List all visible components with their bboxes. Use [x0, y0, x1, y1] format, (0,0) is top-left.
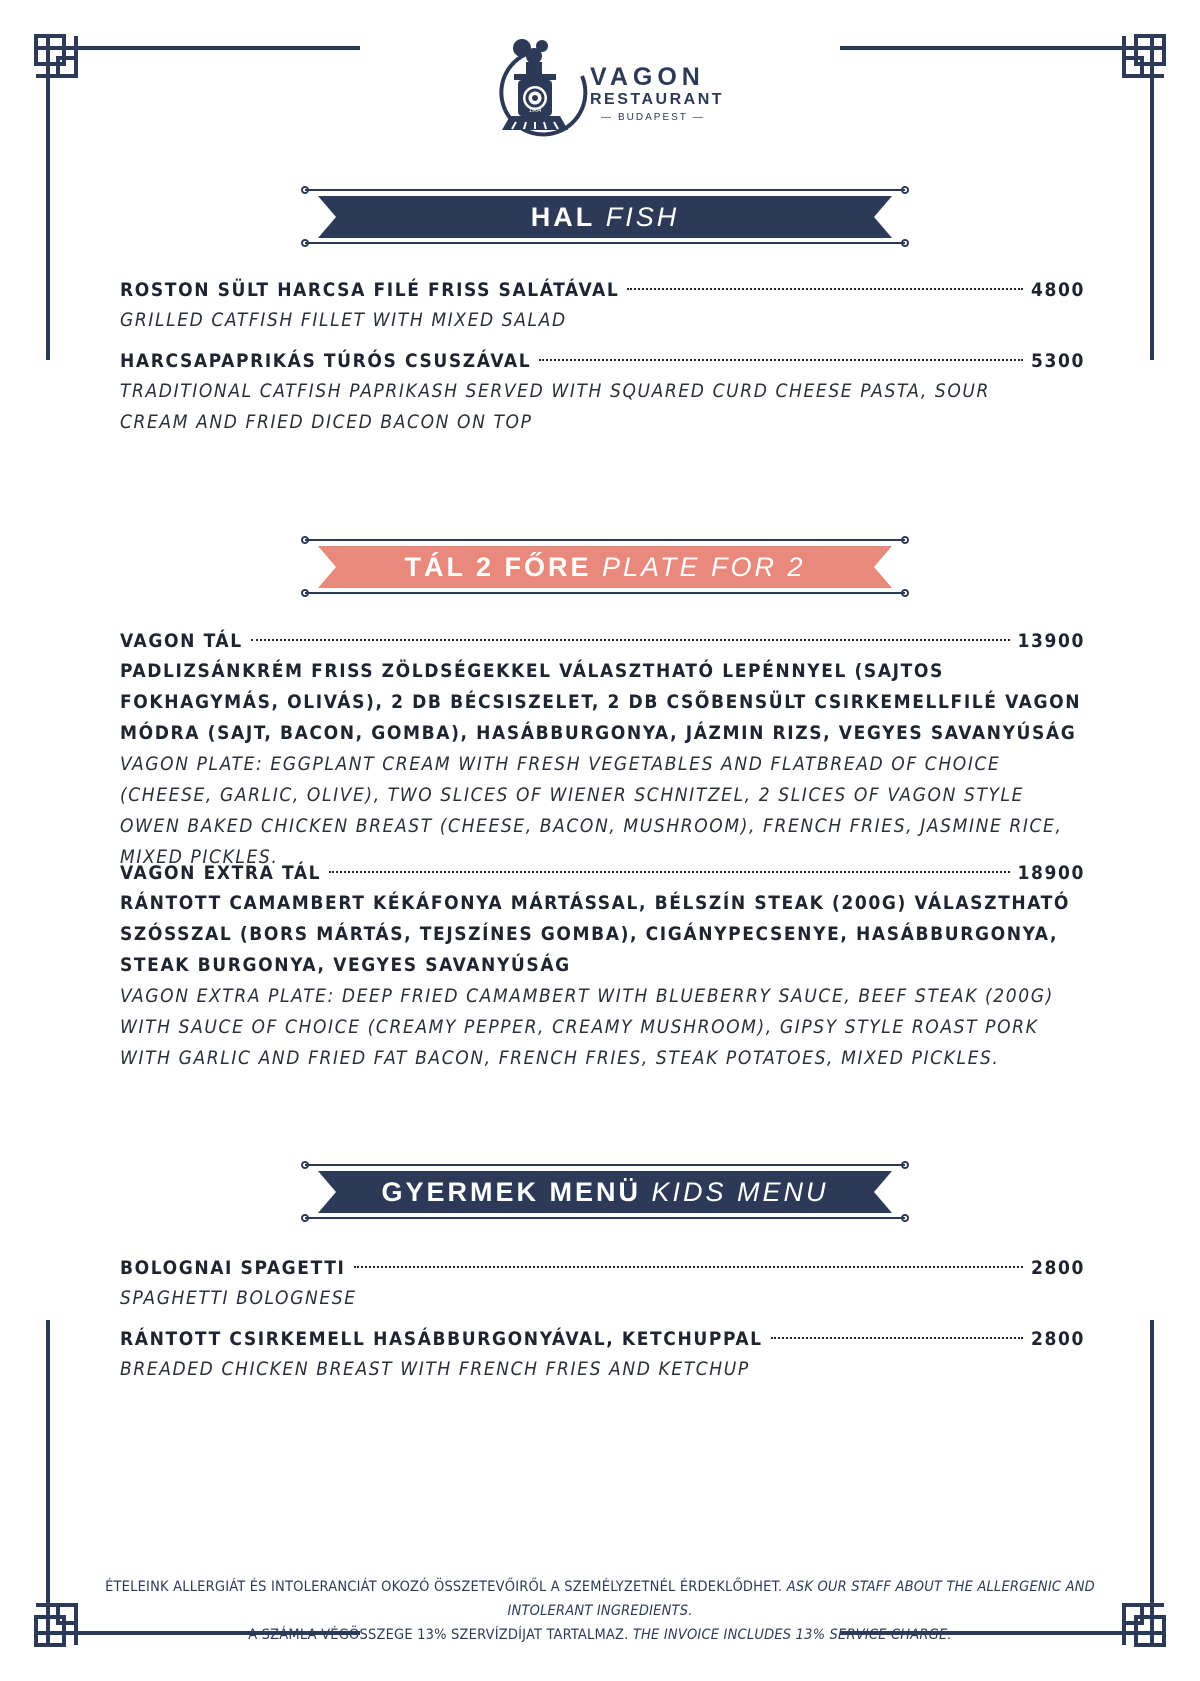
item-description-hu: PADLIZSÁNKRÉM FRISS ZÖLDSÉGEKKEL VÁLASZTHATÓ LEPÉNNYEL (SAJTOS FOKHAGYMÁS, OLIVÁS), 2 DB BÉCSISZELET, 2 DB CSŐBENSÜLT CSIRKEMELLFILÉ VAGON MÓDRA (SAJT, BACON, GOMBA), HASÁBBURGONYA, JÁZMIN RIZS, VEGYES SAVANYÚSÁG [120, 660, 1082, 744]
footer-line-allergens [70, 1575, 1130, 1623]
dot-leader [771, 1337, 1023, 1339]
section-banner-plate-for-2 [300, 533, 910, 603]
section-banner-kids-menu [300, 1158, 910, 1228]
item-name: RÁNTOTT CSIRKEMELL HASÁBBURGONYÁVAL, KETCHUPPAL [120, 1328, 763, 1350]
item-price: 13900 [1017, 630, 1085, 652]
dot-leader [627, 288, 1023, 290]
item-price: 2800 [1031, 1328, 1085, 1350]
item-price: 5300 [1031, 350, 1085, 372]
item-name: VAGON EXTRA TÁL [120, 862, 322, 884]
section-title-en: FISH [605, 202, 680, 232]
section-title-en: KIDS MENU [651, 1177, 829, 1207]
item-description-en: TRADITIONAL CATFISH PAPRIKASH SERVED WITH SQUARED CURD CHEESE PASTA, SOUR CREAM AND FRIED DICED BACON ON TOP [120, 380, 990, 433]
dot-leader [539, 359, 1023, 361]
section-title-hu: GYERMEK MENÜ [381, 1177, 641, 1207]
item-description-en: SPAGHETTI BOLOGNESE [120, 1287, 357, 1309]
item-description-en: BREADED CHICKEN BREAST WITH FRENCH FRIES AND KETCHUP [120, 1358, 750, 1380]
brand-subtitle: RESTAURANT [590, 91, 725, 108]
item-name: VAGON TÁL [120, 630, 243, 652]
brand-city: — BUDAPEST — [590, 110, 724, 126]
item-description-hu: RÁNTOTT CAMAMBERT KÉKÁFONYA MÁRTÁSSAL, BÉLSZÍN STEAK (200G) VÁLASZTHATÓ SZÓSSZAL (BORS MÁRTÁS, TEJSZÍNES GOMBA), CIGÁNYPECSENYE, HASÁBBURGONYA, STEAK BURGONYA, VEGYES SAVANYÚSÁG [120, 892, 1070, 976]
menu-item [120, 275, 1085, 336]
item-description-en: VAGON PLATE: EGGPLANT CREAM WITH FRESH VEGETABLES AND FLATBREAD OF CHOICE (CHEESE, GARLIC, OLIVE), TWO SLICES OF WIENER SCHNITZEL, 2 SLICES OF VAGON STYLE OWEN BAKED CHICKEN BREAST (CHEESE, BACON, MUSHROOM), FRENCH FRIES, JASMINE RICE, MIXED PICKLES. [120, 753, 1063, 868]
item-price: 4800 [1031, 279, 1085, 301]
section-title-hu: TÁL 2 FŐRE [404, 552, 592, 582]
section-title-en: PLATE FOR 2 [602, 552, 806, 582]
train-logo-icon [492, 36, 592, 146]
brand-logo-text [590, 64, 724, 126]
footer-line-service [70, 1623, 1130, 1647]
item-description-en: GRILLED CATFISH FILLET WITH MIXED SALAD [120, 309, 567, 331]
brand-name: VAGON [590, 63, 705, 91]
item-description-en: VAGON EXTRA PLATE: DEEP FRIED CAMAMBERT WITH BLUEBERRY SAUCE, BEEF STEAK (200G) WITH SAUCE OF CHOICE (CREAMY PEPPER, CREAMY MUSHROOM), GIPSY STYLE ROAST PORK WITH GARLIC AND FRIED FAT BACON, FRENCH FRIES, STEAK POTATOES, MIXED PICKLES. [120, 985, 1054, 1069]
footer-allergen-en: ASK OUR STAFF ABOUT THE ALLERGENIC AND INTOLERANT INGREDIENTS. [507, 1579, 1095, 1619]
dot-leader [354, 1266, 1024, 1268]
footer-note [70, 1575, 1130, 1647]
menu-item [120, 1253, 1085, 1314]
menu-item [120, 346, 1085, 438]
section-title-hu: HAL [530, 202, 596, 232]
menu-item [120, 858, 1085, 1074]
item-name: HARCSAPAPRIKÁS TÚRÓS CSUSZÁVAL [120, 350, 532, 372]
footer-allergen-hu: ÉTELEINK ALLERGIÁT ÉS INTOLERANCIÁT OKOZÓ ÖSSZETEVŐIRŐL A SZEMÉLYZETNÉL ÉRDEKLŐDHET. [105, 1579, 783, 1595]
dot-leader [251, 639, 1010, 641]
menu-item [120, 1324, 1085, 1385]
footer-service-en: THE INVOICE INCLUDES 13% SERVICE CHARGE. [632, 1627, 952, 1643]
menu-item [120, 626, 1085, 873]
footer-service-hu: A SZÁMLA VÉGÖSSZEGE 13% SZERVÍZDÍJAT TARTALMAZ. [248, 1627, 629, 1643]
dot-leader [329, 871, 1009, 873]
section-banner-fish [300, 183, 910, 253]
item-price: 2800 [1031, 1257, 1085, 1279]
badge-year: 1904 [528, 108, 542, 114]
item-price: 18900 [1017, 862, 1085, 884]
item-name: BOLOGNAI SPAGETTI [120, 1257, 346, 1279]
item-name: ROSTON SÜLT HARCSA FILÉ FRISS SALÁTÁVAL [120, 279, 620, 301]
